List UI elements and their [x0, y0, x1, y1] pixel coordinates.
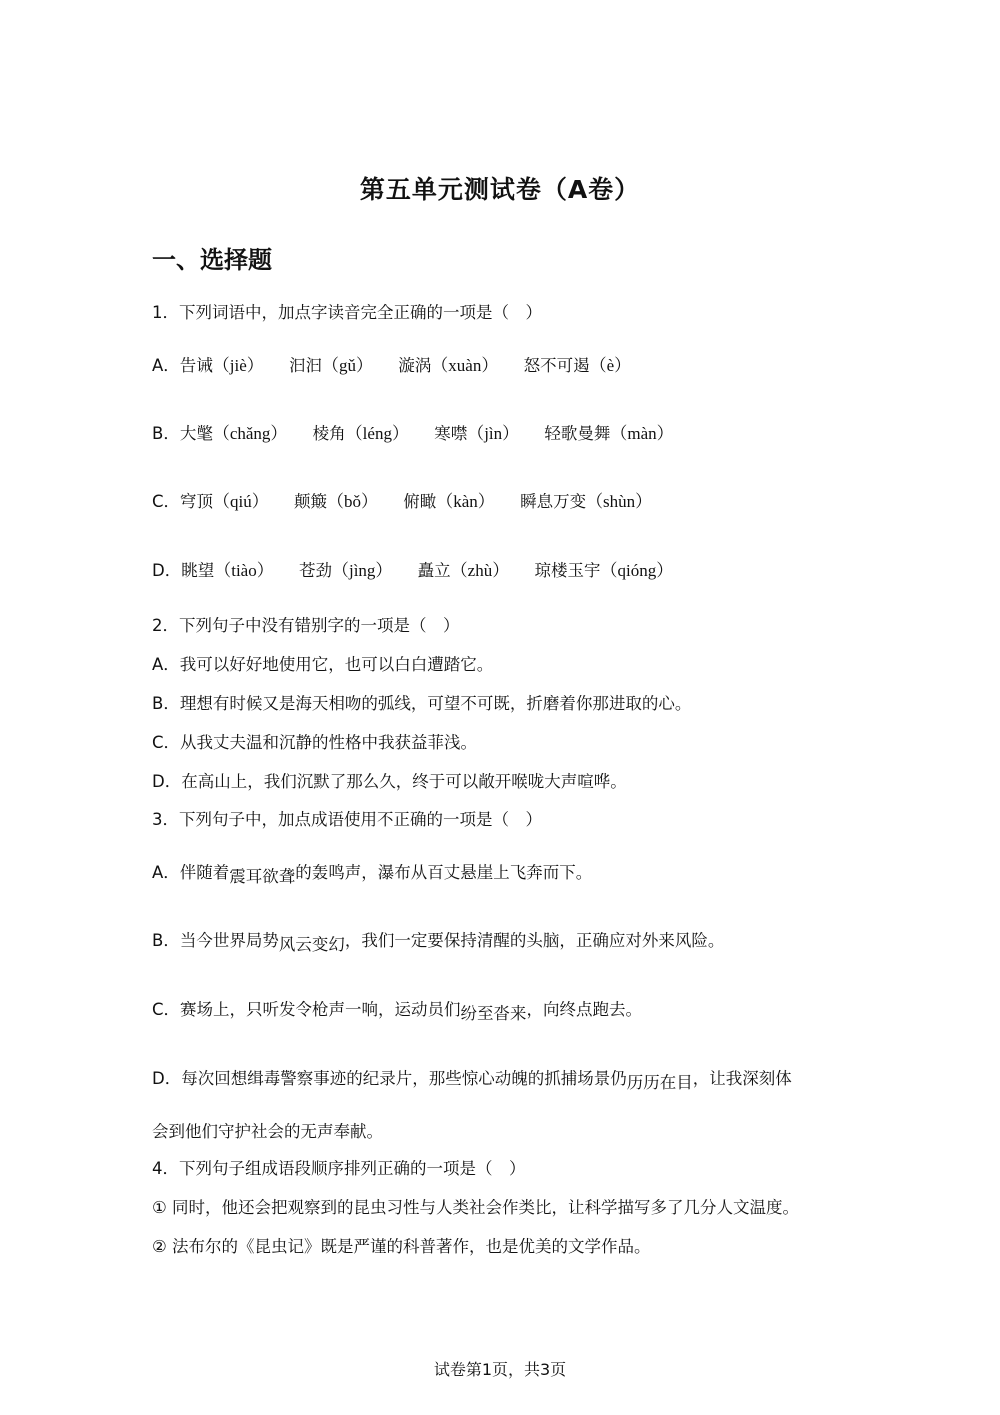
question-1-option-a[interactable]: A．告诫（jiè） 汩汩（gǔ） 漩涡（xuàn） 怒不可遏（è） [152, 356, 632, 375]
question-3-option-d[interactable]: D．每次回想缉毒警察事迹的纪录片，那些惊心动魄的抓捕场景仍历历在目，让我深刻体 [152, 1069, 792, 1092]
page-title: 第五单元测试卷（A卷） [359, 175, 641, 204]
question-2-option-b[interactable]: B．理想有时候又是海天相吻的弧线，可望不可既，折磨着你那进取的心。 [152, 694, 692, 713]
question-1-option-b[interactable]: B．大氅（chǎng） 棱角（léng） 寒噤（jìn） 轻歌曼舞（màn） [152, 424, 674, 443]
idiom: 震耳欲聋 [229, 867, 296, 886]
section-heading: 一、选择题 [152, 246, 272, 274]
question-3-stem: 3．下列句子中，加点成语使用不正确的一项是（ ） [152, 810, 542, 829]
question-2-stem: 2．下列句子中没有错别字的一项是（ ） [152, 616, 460, 635]
idiom: 历历在目 [626, 1073, 693, 1092]
question-4-stem: 4．下列句子组成语段顺序排列正确的一项是（ ） [152, 1159, 526, 1178]
question-2-option-a[interactable]: A．我可以好好地使用它，也可以白白遭踏它。 [152, 655, 494, 674]
question-2-option-c[interactable]: C．从我丈夫温和沉静的性格中我获益菲浅。 [152, 733, 478, 752]
page-footer: 试卷第1页，共3页 [433, 1360, 567, 1379]
question-1-stem: 1．下列词语中，加点字读音完全正确的一项是（ ） [152, 303, 542, 322]
question-1-option-d[interactable]: D．眺望（tiào） 苍劲（jìng） 矗立（zhù） 琼楼玉宇（qióng） [152, 561, 674, 580]
idiom: 风云变幻 [278, 935, 345, 954]
question-2-option-d[interactable]: D．在高山上，我们沉默了那么久，终于可以敞开喉咙大声喧哗。 [152, 772, 627, 791]
question-3-option-a[interactable]: A．伴随着震耳欲聋的轰鸣声，瀑布从百丈悬崖上飞奔而下。 [152, 863, 593, 886]
idiom: 纷至沓来 [460, 1004, 527, 1023]
question-1-option-c[interactable]: C．穹顶（qiú） 颠簸（bǒ） 俯瞰（kàn） 瞬息万变（shùn） [152, 492, 653, 511]
question-4-sentence-2: ② 法布尔的《昆虫记》既是严谨的科普著作，也是优美的文学作品。 [152, 1237, 651, 1256]
question-3-option-d-continued: 会到他们守护社会的无声奉献。 [152, 1122, 383, 1141]
question-3-option-c[interactable]: C．赛场上，只听发令枪声一响，运动员们纷至沓来，向终点跑去。 [152, 1000, 643, 1023]
question-3-option-b[interactable]: B．当今世界局势风云变幻，我们一定要保持清醒的头脑，正确应对外来风险。 [152, 931, 725, 954]
question-4-sentence-1: ① 同时，他还会把观察到的昆虫习性与人类社会作类比，让科学描写多了几分人文温度。 [152, 1198, 800, 1217]
